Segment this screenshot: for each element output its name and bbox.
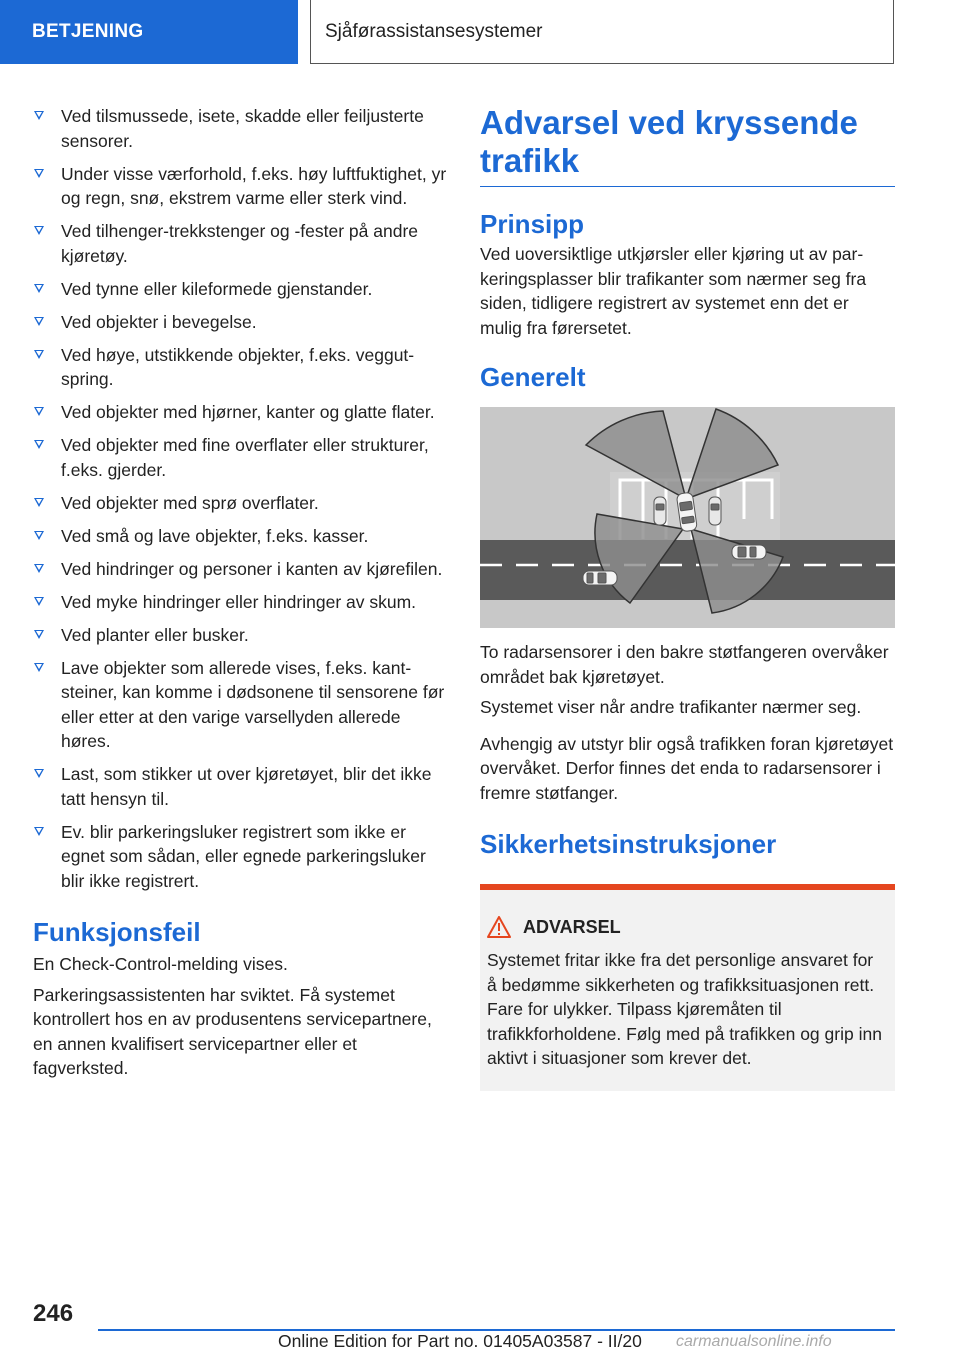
list-item: Ved tilsmussede, isete, skadde eller feiljusterte sensorer. xyxy=(33,104,448,153)
warning-text: Systemet fritar ikke fra det personlige ansvaret for å bedømme sikkerheten og trafikksituasjonen rett. Fare for ulykker. Tilpass kjøremåten til trafikkforholdene. Følg med på trafikken og grip inn aktivt i situasjoner som krever det. xyxy=(487,950,882,1068)
triangle-bullet-icon xyxy=(34,317,44,326)
list-item: Ved høye, utstikkende objekter, f.eks. veggutspring. xyxy=(33,343,448,392)
right-column xyxy=(480,104,895,1091)
triangle-bullet-icon xyxy=(34,407,44,416)
triangle-bullet-icon xyxy=(34,440,44,449)
fault-heading: Funksjonsfeil xyxy=(33,917,201,947)
fault-paragraph: En Check-Control-melding vises. xyxy=(33,954,288,974)
general-heading: Generelt xyxy=(480,362,586,392)
list-item: Ved objekter i bevegelse. xyxy=(33,310,448,335)
cross-traffic-diagram xyxy=(480,407,895,628)
triangle-bullet-icon xyxy=(34,350,44,359)
triangle-bullet-icon xyxy=(34,531,44,540)
list-item: Ved tynne eller kileformede gjenstander. xyxy=(33,277,448,302)
page-number: 246 xyxy=(33,1300,74,1327)
principle-heading: Prinsipp xyxy=(480,209,585,239)
triangle-bullet-icon xyxy=(34,564,44,573)
triangle-bullet-icon xyxy=(34,169,44,178)
general-paragraph: To radarsensorer i den bakre støtfangeren overvåker området bak kjøretøyet. xyxy=(480,642,889,687)
list-item: Ved tilhenger-trekkstenger og -fester på andre kjøretøy. xyxy=(33,219,448,268)
chapter-header xyxy=(310,0,894,64)
list-item: Ev. blir parkeringsluker registrert som ikke er egnet som sådan, eller egnede parkeringsluker blir ikke registrert. xyxy=(33,820,448,894)
list-item: Ved planter eller busker. xyxy=(33,623,448,648)
list-item: Ved objekter med fine overflater eller strukturer, f.eks. gjerder. xyxy=(33,433,448,482)
edition-note: Online Edition for Part no. 01405A03587 - II/20 xyxy=(278,1331,642,1351)
list-item: Under visse værforhold, f.eks. høy luftfuktighet, yr og regn, snø, ekstrem varme eller sterk vind. xyxy=(33,162,448,211)
list-item: Lave objekter som allerede vises, f.eks. kantsteiner, kan komme i dødsonene til sensorene før eller etter at den varige varsellyden allerede høres. xyxy=(33,656,448,754)
triangle-bullet-icon xyxy=(34,769,44,778)
triangle-bullet-icon xyxy=(34,226,44,235)
triangle-bullet-icon xyxy=(34,630,44,639)
triangle-bullet-icon xyxy=(34,111,44,120)
triangle-bullet-icon xyxy=(34,284,44,293)
triangle-bullet-icon xyxy=(34,498,44,507)
section-tab xyxy=(0,0,298,64)
general-paragraph: Systemet viser når andre trafikanter nærmer seg. xyxy=(480,697,862,717)
watermark: carmanualsonline.info xyxy=(676,1333,832,1350)
warning-header xyxy=(487,916,887,938)
left-column xyxy=(33,104,448,1081)
triangle-bullet-icon xyxy=(34,827,44,836)
list-item: Ved myke hindringer eller hindringer av skum. xyxy=(33,590,448,615)
warning-box xyxy=(480,884,895,1091)
cross-traffic-illustration xyxy=(480,407,895,628)
section-title: Advarsel ved kryssende trafikk xyxy=(480,104,895,187)
list-item: Last, som stikker ut over kjøretøyet, blir det ikke tatt hensyn til. xyxy=(33,762,448,811)
chapter-label: Sjåførassistansesystemer xyxy=(325,20,543,42)
list-item: Ved objekter med sprø overflater. xyxy=(33,491,448,516)
list-item: Ved små og lave objekter, f.eks. kasser. xyxy=(33,524,448,549)
general-paragraph: Avhengig av utstyr blir også trafikken foran kjøretøyet overvåket. Derfor finnes det enda to radarsensorer i fremre støtfanger. xyxy=(480,733,894,803)
safety-heading: Sikkerhetsinstruksjoner xyxy=(480,829,777,859)
fault-paragraph: Parkeringsassistenten har sviktet. Få systemet kontrollert hos en av produsentens servicepartnere, en annen kvalifisert servicepartner eller et fagverksted. xyxy=(33,984,432,1078)
list-item: Ved objekter med hjørner, kanter og glatte flater. xyxy=(33,400,448,425)
list-item: Ved hindringer og personer i kanten av kjørefilen. xyxy=(33,557,448,582)
limitations-list xyxy=(33,104,448,893)
warning-triangle-icon xyxy=(487,916,511,938)
principle-paragraph: Ved uoversiktlige utkjørsler eller kjøring ut av parkeringsplasser blir trafikanter som nærmer seg fra siden, tidligere registrert av systemet enn det er mulig fra førersetet. xyxy=(480,244,867,338)
warning-title: ADVARSEL xyxy=(523,916,621,937)
triangle-bullet-icon xyxy=(34,663,44,672)
triangle-bullet-icon xyxy=(34,597,44,606)
section-label: BETJENING xyxy=(32,21,144,42)
